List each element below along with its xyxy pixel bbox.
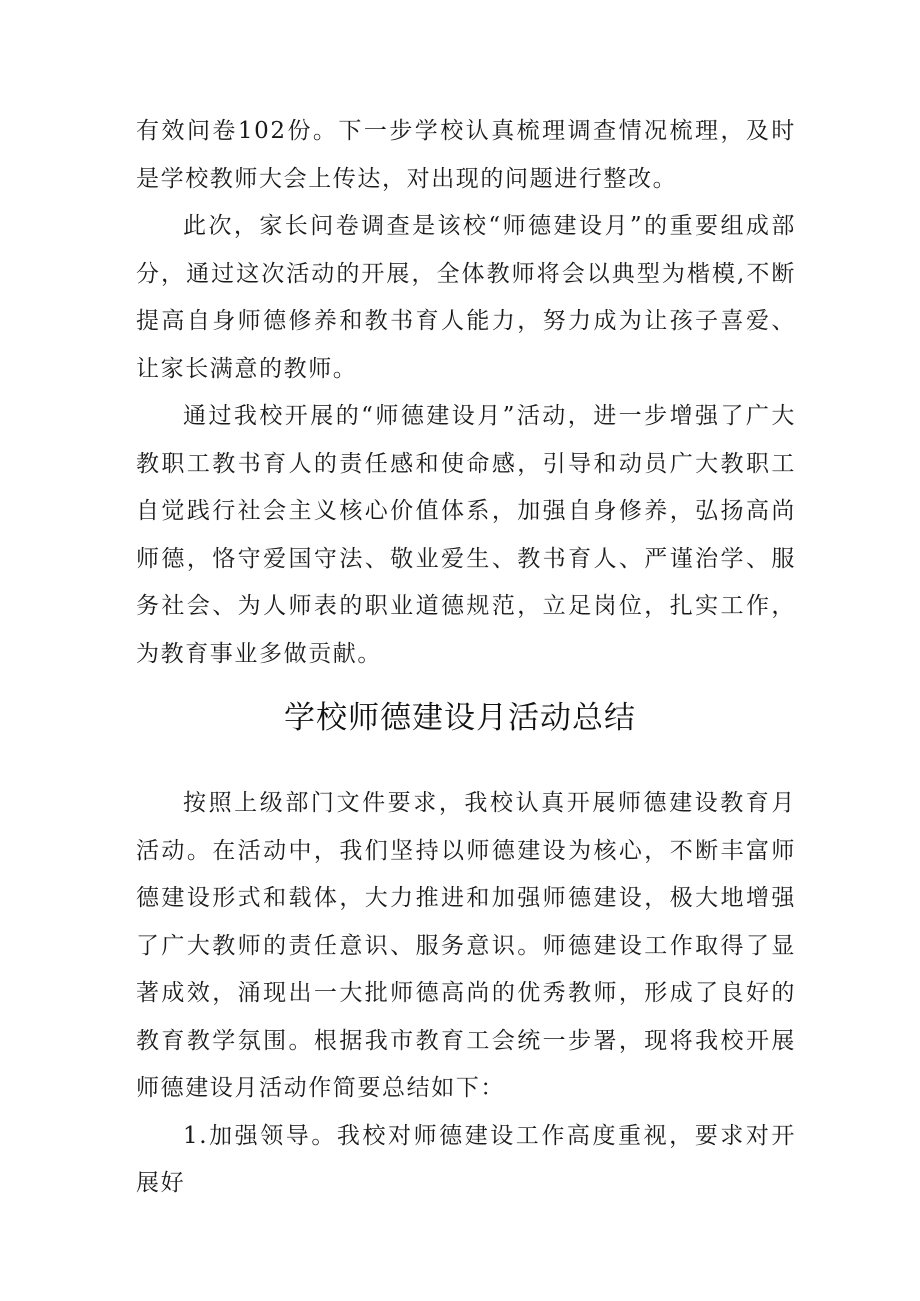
paragraph: 1.加强领导。我校对师德建设工作高度重视，要求对开展好	[136, 1122, 796, 1196]
article-title: 学校师德建设月活动总结	[284, 700, 636, 736]
continued-text	[136, 108, 796, 678]
article-body	[136, 780, 796, 1208]
paragraph: 按照上级部门文件要求，我校认真开展师德建设教育月活动。在活动中，我们坚持以师德建设为核心，不断丰富师德建设形式和载体，大力推进和加强师德建设，极大地增强了广大教师的责任意识、服务意识。师德建设工作取得了显著成效，涌现出一大批师德高尚的优秀教师，形成了良好的教育教学氛围。根据我市教育工会统一步署，现将我校开展师德建设月活动作简要总结如下：	[136, 790, 796, 1101]
paragraph: 有效问卷102份。下一步学校认真梳理调查情况梳理，及时是学校教师大会上传达，对出现的问题进行整改。	[136, 118, 796, 192]
paragraph: 此次，家长问卷调查是该校“师德建设月”的重要组成部分，通过这次活动的开展，全体教师将会以典型为楷模,不断提高自身师德修养和教书育人能力，努力成为让孩子喜爱、让家长满意的教师。	[136, 213, 796, 382]
paragraph: 通过我校开展的“师德建设月”活动，进一步增强了广大教职工教书育人的责任感和使命感，引导和动员广大教职工自觉践行社会主义核心价值体系，加强自身修养，弘扬高尚师德，恪守爱国守法、敬业爱生、教书育人、严谨治学、服务社会、为人师表的职业道德规范，立足岗位，扎实工作，为教育事业多做贡献。	[136, 403, 796, 667]
